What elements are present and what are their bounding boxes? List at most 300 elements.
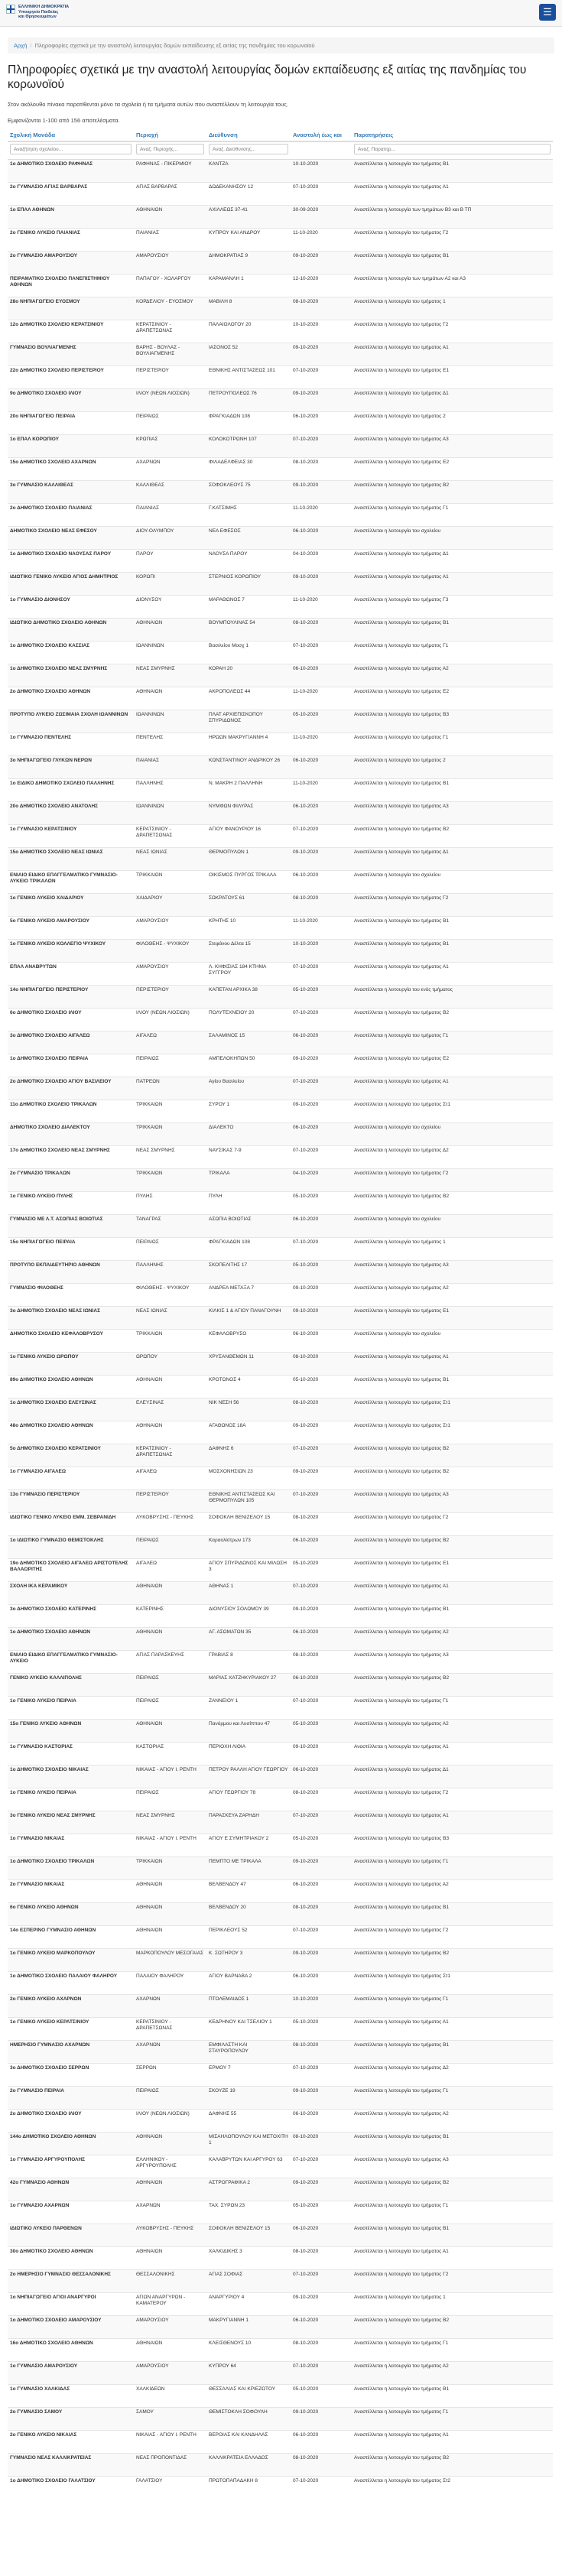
cell-school: 9ο ΔΗΜΟΤΙΚΟ ΣΧΟΛΕΙΟ ΙΛΙΟΥ (8, 389, 134, 412)
cell-school: ΓΕΝΙΚΟ ΛΥΚΕΙΟ ΚΑΛΛΙΠΟΛΗΣ (8, 1674, 134, 1697)
cell-remarks: Αναστέλλεται η λειτουργία του σχολείου (352, 1215, 553, 1238)
cell-suspension-date: 06-10-2020 (291, 2316, 352, 2339)
cell-area: ΤΡΙΚΚΑΙΩΝ (134, 871, 206, 894)
cell-suspension-date: 07-10-2020 (291, 2362, 352, 2385)
table-row (8, 160, 553, 183)
cell-remarks: Αναστέλλεται η λειτουργία του τμήματος Β1 (352, 940, 553, 963)
cell-remarks: Αναστέλλεται η λειτουργία του τμήματος Α1 (352, 1077, 553, 1100)
cell-remarks: Αναστέλλεται η λειτουργία του τμήματος Στ1 (352, 1421, 553, 1444)
cell-area: ΠΑΤΡΕΩΝ (134, 1077, 206, 1100)
cell-address: ΜΑΚΡΥΓΙΑΝΝΗ 1 (206, 2316, 291, 2339)
cell-suspension-date: 11-10-2020 (291, 596, 352, 619)
cell-area: ΚΑΤΕΡΙΝΗΣ (134, 1605, 206, 1628)
cell-school: 3ο ΔΗΜΟΤΙΚΟ ΣΧΟΛΕΙΟ ΣΕΡΡΩΝ (8, 2064, 134, 2087)
cell-school: ΠΡΟΤΥΠΟ ΕΚΠΑΙΔΕΥΤΗΡΙΟ ΑΘΗΝΩΝ (8, 1261, 134, 1284)
cell-suspension-date: 09-10-2020 (291, 1605, 352, 1628)
cell-area: ΚΑΣΤΟΡΙΑΣ (134, 1743, 206, 1766)
cell-remarks: Αναστέλλεται η λειτουργία του τμήματος Α3 (352, 802, 553, 825)
cell-remarks: Αναστέλλεται η λειτουργία του τμήματος Α3 (352, 1261, 553, 1284)
table-row (8, 779, 553, 802)
cell-suspension-date: 06-10-2020 (291, 2431, 352, 2454)
cell-address: ΘΕΜΙΣΤΟΚΛΗ ΣΟΦΟΥΛΗ (206, 2408, 291, 2431)
cell-address: ΚΙΛΚΙΣ 1 & ΑΓΙΟΥ ΠΑΝΑΓΟΥΝΗ (206, 1307, 291, 1330)
cell-suspension-date: 06-10-2020 (291, 1215, 352, 1238)
cell-suspension-date: 09-10-2020 (291, 2178, 352, 2201)
cell-address: ΚΑΠΕΤΑΝ ΑΡΧΙΚΑ 38 (206, 986, 291, 1009)
cell-suspension-date: 09-10-2020 (291, 1054, 352, 1077)
cell-address: ΒΕΛΒΕΝΔΟΥ 20 (206, 1903, 291, 1926)
table-row (8, 1743, 553, 1766)
table-row (8, 894, 553, 917)
cell-school: 1ο ΔΗΜΟΤΙΚΟ ΣΧΟΛΕΙΟ ΝΑΟΥΣΑΣ ΠΑΡΟΥ (8, 550, 134, 573)
cell-suspension-date: 08-10-2020 (291, 297, 352, 320)
cell-remarks: Αναστέλλεται η λειτουργία του τμήματος Β1 (352, 779, 553, 802)
cell-school: 3ο ΔΗΜΟΤΙΚΟ ΣΧΟΛΕΙΟ ΝΕΑΣ ΙΩΝΙΑΣ (8, 1307, 134, 1330)
menu-icon[interactable]: ☰ (539, 4, 556, 21)
cell-address: ΝΕΑ ΕΦΕΣΟΣ (206, 527, 291, 550)
school-filter-input[interactable] (10, 144, 132, 154)
table-row (8, 2224, 553, 2247)
cell-remarks: Αναστέλλεται η λειτουργία του τμήματος Β2 (352, 2178, 553, 2201)
cell-suspension-date: 07-10-2020 (291, 1444, 352, 1467)
cell-remarks: Αναστέλλεται η λειτουργία του τμήματος 1 (352, 2293, 553, 2316)
cell-address: Ν. ΜΑΚΡΗ 2 ΠΑΛΛΗΝΗ (206, 779, 291, 802)
cell-remarks: Αναστέλλεται η λειτουργία του τμήματος Δ1 (352, 550, 553, 573)
cell-suspension-date: 05-10-2020 (291, 1192, 352, 1215)
cell-area: ΚΑΛΛΙΘΕΑΣ (134, 481, 206, 504)
cell-remarks: Αναστέλλεται η λειτουργία του τμήματος Α2 (352, 1720, 553, 1743)
column-header-remarks[interactable]: Παρατηρήσεις (352, 128, 553, 141)
cell-school: 5ο ΔΗΜΟΤΙΚΟ ΣΧΟΛΕΙΟ ΚΕΡΑΤΣΙΝΙΟΥ (8, 1444, 134, 1467)
cell-school: 16ο ΔΗΜΟΤΙΚΟ ΣΧΟΛΕΙΟ ΑΘΗΝΩΝ (8, 2339, 134, 2362)
cell-school: 1ο ΓΕΝΙΚΟ ΛΥΚΕΙΟ ΜΑΡΚΟΠΟΥΛΟΥ (8, 1949, 134, 1972)
cell-school: 1ο ΓΕΝΙΚΟ ΛΥΚΕΙΟ ΠΥΛΗΣ (8, 1192, 134, 1215)
cell-address: ΚΥΠΡΟΥ 64 (206, 2362, 291, 2385)
cell-suspension-date: 11-10-2020 (291, 733, 352, 756)
cell-area: ΙΛΙΟΥ (ΝΕΩΝ ΛΙΟΣΙΩΝ) (134, 2110, 206, 2133)
cell-suspension-date: 05-10-2020 (291, 1376, 352, 1398)
cell-suspension-date: 07-10-2020 (291, 366, 352, 389)
cell-suspension-date: 10-10-2020 (291, 1995, 352, 2018)
cell-remarks: Αναστέλλεται η λειτουργία του σχολείου (352, 871, 553, 894)
cell-school: 1ο ΔΗΜΟΤΙΚΟ ΣΧΟΛΕΙΟ ΚΑΣΣΙΑΣ (8, 642, 134, 664)
cell-school: 1ο ΓΕΝΙΚΟ ΛΥΚΕΙΟ ΩΡΩΠΟΥ (8, 1353, 134, 1376)
cell-address: Βασιλείου Μοσχ 1 (206, 642, 291, 664)
cell-area: ΑΘΗΝΑΙΩΝ (134, 1903, 206, 1926)
cell-area: ΤΡΙΚΚΑΙΩΝ (134, 1169, 206, 1192)
cell-suspension-date: 06-10-2020 (291, 802, 352, 825)
cell-suspension-date: 08-10-2020 (291, 2454, 352, 2477)
cell-school: 1ο ΓΥΜΝΑΣΙΟ ΔΙΟΝΗΣΟΥ (8, 596, 134, 619)
table-row (8, 2431, 553, 2454)
table-row (8, 274, 553, 297)
cell-area: ΚΕΡΑΤΣΙΝΙΟΥ - ΔΡΑΠΕΤΣΩΝΑΣ (134, 1444, 206, 1467)
cell-suspension-date: 07-10-2020 (291, 2155, 352, 2178)
cell-suspension-date: 08-10-2020 (291, 1398, 352, 1421)
table-row (8, 1100, 553, 1123)
cell-address: ΑΓΙΟΥ ΦΑΝΟΥΡΙΟΥ 16 (206, 825, 291, 848)
cell-address: ΔΙΑΛΕΚΤΟ (206, 1123, 291, 1146)
cell-area: ΠΑΙΑΝΙΑΣ (134, 756, 206, 779)
table-row (8, 2178, 553, 2201)
cell-school: 1ο ΓΥΜΝΑΣΙΟ ΑΡΓΥΡΟΥΠΟΛΗΣ (8, 2155, 134, 2178)
cell-school: 1ο ΓΥΜΝΑΣΙΟ ΑΙΓΑΛΕΩ (8, 1467, 134, 1490)
cell-address: ΖΑΝΝΕΙΟΥ 1 (206, 1697, 291, 1720)
cell-school: 14ο ΕΣΠΕΡΙΝΟ ΓΥΜΝΑΣΙΟ ΑΘΗΝΩΝ (8, 1926, 134, 1949)
cell-area: ΘΕΣΣΑΛΟΝΙΚΗΣ (134, 2270, 206, 2293)
table-row (8, 1972, 553, 1995)
table-row (8, 1834, 553, 1857)
cell-school: 1ο ΓΥΜΝΑΣΙΟ ΧΑΛΚΙΔΑΣ (8, 2385, 134, 2408)
table-row (8, 2018, 553, 2041)
column-header-school[interactable]: Σχολική Μονάδα (8, 128, 134, 141)
cell-address: ΤΑΧ. ΣΥΡΩΝ 23 (206, 2201, 291, 2224)
cell-suspension-date: 09-10-2020 (291, 1307, 352, 1330)
cell-suspension-date: 09-10-2020 (291, 2408, 352, 2431)
cell-suspension-date: 07-10-2020 (291, 2064, 352, 2087)
cell-address: ΝΙΚ ΝΕΣΗ 56 (206, 1398, 291, 1421)
cell-remarks: Αναστέλλεται η λειτουργία του τμήματος Α1 (352, 1743, 553, 1766)
cell-area: ΑΧΑΡΝΩΝ (134, 2201, 206, 2224)
cell-remarks: Αναστέλλεται η λειτουργία του τμήματος Γ2 (352, 1513, 553, 1536)
breadcrumb (8, 37, 554, 54)
cell-area: ΑΜΑΡΟΥΣΙΟΥ (134, 963, 206, 986)
cell-area: ΝΕΑΣ ΣΜΥΡΝΗΣ (134, 1146, 206, 1169)
cell-school: ΗΜΕΡΗΣΙΟ ΓΥΜΝΑΣΙΟ ΑΧΑΡΝΩΝ (8, 2041, 134, 2064)
ministry-logo[interactable] (6, 5, 69, 20)
cell-area: ΑΘΗΝΑΙΩΝ (134, 1926, 206, 1949)
cell-remarks: Αναστέλλεται η λειτουργία του τμήματος Γ1 (352, 2408, 553, 2431)
cell-address: ΦΙΛΑΔΕΛΦΕΙΑΣ 30 (206, 458, 291, 481)
address-filter-input[interactable] (209, 144, 288, 154)
cell-remarks: Αναστέλλεται η λειτουργία του τμήματος Στ1 (352, 1100, 553, 1123)
cell-school: ΙΔΙΩΤΙΚΟ ΔΗΜΟΤΙΚΟ ΣΧΟΛΕΙΟ ΑΘΗΝΩΝ (8, 619, 134, 642)
cell-area: ΣΕΡΡΩΝ (134, 2064, 206, 2087)
cell-address: ΚΟΛΟΚΟΤΡΩΝΗ 107 (206, 435, 291, 458)
breadcrumb-home-link[interactable]: Αρχή (14, 42, 28, 49)
cell-school: 48ο ΔΗΜΟΤΙΚΟ ΣΧΟΛΕΙΟ ΑΘΗΝΩΝ (8, 1421, 134, 1444)
table-row (8, 1192, 553, 1215)
cell-area: ΤΡΙΚΚΑΙΩΝ (134, 1857, 206, 1880)
cell-area: ΑΙΓΑΛΕΩ (134, 1031, 206, 1054)
cell-suspension-date: 10-10-2020 (291, 160, 352, 183)
cell-remarks: Αναστέλλεται η λειτουργία του τμήματος Γ1 (352, 504, 553, 527)
table-row (8, 1674, 553, 1697)
cell-school: ΕΠΑΛ ΑΝΑΒΡΥΤΩΝ (8, 963, 134, 986)
cell-suspension-date: 09-10-2020 (291, 481, 352, 504)
cell-remarks: Αναστέλλεται η λειτουργία του τμήματος Α2 (352, 1284, 553, 1307)
cell-suspension-date: 08-10-2020 (291, 2041, 352, 2064)
cell-address: ΒΕΡΟΙΑΣ ΚΑΙ ΚΑΝΔΗΛΑΣ (206, 2431, 291, 2454)
cell-suspension-date: 12-10-2020 (291, 274, 352, 297)
cell-school: 1ο ΔΗΜΟΤΙΚΟ ΣΧΟΛΕΙΟ ΑΘΗΝΩΝ (8, 1628, 134, 1651)
table-row (8, 1215, 553, 1238)
cell-remarks: Αναστέλλεται η λειτουργία του σχολείου (352, 1123, 553, 1146)
cell-school: 17ο ΔΗΜΟΤΙΚΟ ΣΧΟΛΕΙΟ ΝΕΑΣ ΣΜΥΡΝΗΣ (8, 1146, 134, 1169)
cell-remarks: Αναστέλλεται η λειτουργία του τμήματος Γ1 (352, 733, 553, 756)
cell-area: ΩΡΩΠΟΥ (134, 1353, 206, 1376)
cell-suspension-date: 09-10-2020 (291, 1949, 352, 1972)
cell-address: ΑΣΩΠΙΑ ΒΟΙΩΤΙΑΣ (206, 1215, 291, 1238)
cell-area: ΠΑΙΑΝΙΑΣ (134, 229, 206, 252)
cell-suspension-date: 07-10-2020 (291, 2477, 352, 2500)
cell-area: ΝΕΑΣ ΣΜΥΡΝΗΣ (134, 664, 206, 687)
cell-area: ΦΙΛΟΘΕΗΣ - ΨΥΧΙΚΟΥ (134, 940, 206, 963)
cell-area: ΧΑΙΔΑΡΙΟΥ (134, 894, 206, 917)
table-row (8, 1421, 553, 1444)
table-row (8, 297, 553, 320)
cell-suspension-date: 06-10-2020 (291, 1674, 352, 1697)
cell-remarks: Αναστέλλεται η λειτουργία του τμήματος Β2 (352, 481, 553, 504)
table-row (8, 1330, 553, 1353)
cell-remarks: Αναστέλλεται η λειτουργία του τμήματος Β1 (352, 619, 553, 642)
cell-address: ΙΑΣΟΝΟΣ 52 (206, 343, 291, 366)
cell-remarks: Αναστέλλεται η λειτουργία του τμήματος Β1 (352, 1605, 553, 1628)
cell-remarks: Αναστέλλεται η λειτουργία του τμήματος Β2 (352, 2316, 553, 2339)
cell-address: ΔΑΦΝΗΣ 6 (206, 1444, 291, 1467)
cell-address: ΝΑΥΣΙΚΑΣ 7-9 (206, 1146, 291, 1169)
cell-remarks: Αναστέλλεται η λειτουργία του τμήματος Γ1 (352, 2339, 553, 2362)
cell-remarks: Αναστέλλεται η λειτουργία του τμήματος Α1 (352, 183, 553, 206)
table-body (8, 160, 553, 2500)
cell-address: ΧΡΥΣΑΝΘΕΜΩΝ 11 (206, 1353, 291, 1376)
cell-remarks: Αναστέλλεται η λειτουργία του τμήματος Α2 (352, 664, 553, 687)
table-row (8, 687, 553, 710)
table-row (8, 1467, 553, 1490)
table-row (8, 1077, 553, 1100)
cell-address: ΚΑΛΛΙΚΡΑΤΕΙΑ ΕΛΛΑΔΟΣ (206, 2454, 291, 2477)
cell-area: ΑΓΙΩΝ ΑΝΑΡΓΥΡΩΝ - ΚΑΜΑΤΕΡΟΥ (134, 2293, 206, 2316)
table-row (8, 1949, 553, 1972)
cell-remarks: Αναστέλλεται η λειτουργία του τμήματος Ε2 (352, 458, 553, 481)
cell-address: ΑΓΙΟΥ ΣΠΥΡΙΔΩΝΟΣ ΚΑΙ ΜΙΛΩΣΗ 3 (206, 1559, 291, 1582)
cell-remarks: Αναστέλλεται η λειτουργία του τμήματος Α1 (352, 2431, 553, 2454)
cell-area: ΑΘΗΝΑΙΩΝ (134, 2339, 206, 2362)
cell-area: ΑΘΗΝΑΙΩΝ (134, 1376, 206, 1398)
cell-school: 1ο ΔΗΜΟΤΙΚΟ ΣΧΟΛΕΙΟ ΤΡΙΚΑΛΩΝ (8, 1857, 134, 1880)
cell-address: ΚΑΡΑΜΑΝΛΗ 1 (206, 274, 291, 297)
table-row (8, 1857, 553, 1880)
cell-address: ΑΓΙΟΥ ΓΕΩΡΓΙΟΥ 78 (206, 1788, 291, 1811)
table-row (8, 1284, 553, 1307)
cell-school: 1ο ΓΥΜΝΑΣΙΟ ΚΑΣΤΟΡΙΑΣ (8, 1743, 134, 1766)
table-row (8, 1169, 553, 1192)
table-row (8, 366, 553, 389)
cell-address: ΘΕΡΜΟΠΥΛΩΝ 1 (206, 848, 291, 871)
cell-area: ΙΩΑΝΝΙΝΩΝ (134, 802, 206, 825)
cell-area: ΦΙΛΟΘΕΗΣ - ΨΥΧΙΚΟΥ (134, 1284, 206, 1307)
cell-remarks: Αναστέλλεται η λειτουργία του τμήματος Β1 (352, 917, 553, 940)
cell-address: ΝΑΟΥΣΑ ΠΑΡΟΥ (206, 550, 291, 573)
table-row (8, 252, 553, 274)
cell-area: ΑΘΗΝΑΙΩΝ (134, 1880, 206, 1903)
cell-school: ΕΝΙΑΙΟ ΕΙΔΙΚΟ ΕΠΑΓΓΕΛΜΑΤΙΚΟ ΓΥΜΝΑΣΙΟ-ΛΥΚΕΙΟ ΤΡΙΚΑΛΩΝ (8, 871, 134, 894)
cell-suspension-date: 07-10-2020 (291, 435, 352, 458)
table-row (8, 1605, 553, 1628)
table-filter-row (8, 141, 553, 160)
cell-address: ΝΥΜΦΩΝ ΦΙΛΥΡΑΣ (206, 802, 291, 825)
cell-address: ΑΝΔΡΕΑ ΜΕΤΑΞΑ 7 (206, 1284, 291, 1307)
column-header-address[interactable]: Διεύθυνση (206, 128, 291, 141)
cell-area: ΤΑΝΑΓΡΑΣ (134, 1215, 206, 1238)
table-row (8, 986, 553, 1009)
cell-suspension-date: 07-10-2020 (291, 825, 352, 848)
table-row (8, 2041, 553, 2064)
table-row (8, 229, 553, 252)
cell-suspension-date: 09-10-2020 (291, 389, 352, 412)
cell-suspension-date: 08-10-2020 (291, 1651, 352, 1674)
table-row (8, 1559, 553, 1582)
table-row (8, 343, 553, 366)
cell-area: ΠΕΙΡΑΙΩΣ (134, 1674, 206, 1697)
cell-suspension-date: 09-10-2020 (291, 573, 352, 596)
cell-area: ΠΑΙΑΝΙΑΣ (134, 504, 206, 527)
cell-suspension-date: 09-10-2020 (291, 1284, 352, 1307)
cell-suspension-date: 06-10-2020 (291, 1536, 352, 1559)
cell-remarks: Αναστέλλεται η λειτουργία του τμήματος Δ2 (352, 2064, 553, 2087)
cell-remarks: Αναστέλλεται η λειτουργία του τμήματος Β2 (352, 1192, 553, 1215)
cell-address: ΑΓΙΟΥ ΒΑΡΝΑΒΑ 2 (206, 1972, 291, 1995)
table-row (8, 1536, 553, 1559)
column-header-suspension-date[interactable]: Αναστολή έως και (291, 128, 352, 141)
cell-address: ΑΣΤΡΟΓΡΑΦΙΚΑ 2 (206, 2178, 291, 2201)
table-row (8, 1261, 553, 1284)
cell-area: ΜΑΡΚΟΠΟΥΛΟΥ ΜΕΣΟΓΑΙΑΣ (134, 1949, 206, 1972)
cell-remarks: Αναστέλλεται η λειτουργία του τμήματος Ε1 (352, 366, 553, 389)
table-row (8, 481, 553, 504)
cell-area: ΑΘΗΝΑΙΩΝ (134, 2133, 206, 2155)
logo-line: και Θρησκευμάτων (18, 15, 57, 19)
cell-suspension-date: 05-10-2020 (291, 986, 352, 1009)
cell-remarks: Αναστέλλεται η λειτουργία του τμήματος Β1 (352, 1903, 553, 1926)
cell-address: ΗΡΩΩΝ ΜΑΚΡΥΓΙΑΝΝΗ 4 (206, 733, 291, 756)
cell-remarks: Αναστέλλεται η λειτουργία του τμήματος Γ1 (352, 1031, 553, 1054)
cell-address: ΠΕΡΙΚΛΕΟΥΣ 52 (206, 1926, 291, 1949)
cell-area: ΕΛΕΥΣΙΝΑΣ (134, 1398, 206, 1421)
table-row (8, 1926, 553, 1949)
cell-address: ΜΑΡΑΘΩΝΟΣ 7 (206, 596, 291, 619)
cell-suspension-date: 04-10-2020 (291, 1169, 352, 1192)
cell-school: ΙΔΙΩΤΙΚΟ ΛΥΚΕΙΟ ΠΑΡΘΕΝΩΝ (8, 2224, 134, 2247)
column-header-area[interactable]: Περιοχή (134, 128, 206, 141)
cell-address: ΓΡΑΒΙΑΣ 8 (206, 1651, 291, 1674)
cell-suspension-date: 08-10-2020 (291, 1513, 352, 1536)
cell-remarks: Αναστέλλεται η λειτουργία του τμήματος Β1 (352, 160, 553, 183)
cell-address: ΠΥΛΗ (206, 1192, 291, 1215)
cell-address: ΒΟΥΜΠΟΥΛΙΝΑΣ 54 (206, 619, 291, 642)
cell-school: 1ο ΔΗΜΟΤΙΚΟ ΣΧΟΛΕΙΟ ΠΑΛΑΙΟΥ ΦΑΛΗΡΟΥ (8, 1972, 134, 1995)
cell-area: ΔΙΟΝΥΣΟΥ (134, 596, 206, 619)
cell-school: ΓΥΜΝΑΣΙΟ ΝΕΑΣ ΚΑΛΛΙΚΡΑΤΕΙΑΣ (8, 2454, 134, 2477)
cell-address: ΕΜΦΙΛΑΣΤΗ ΚΑΙ ΣΤΑΥΡΟΠΟΥΛΟΥ (206, 2041, 291, 2064)
cell-school: 1ο ΔΗΜΟΤΙΚΟ ΣΧΟΛΕΙΟ ΝΕΑΣ ΣΜΥΡΝΗΣ (8, 664, 134, 687)
cell-remarks: Αναστέλλεται η λειτουργία του τμήματος Ε2 (352, 687, 553, 710)
cell-remarks: Αναστέλλεται η λειτουργία του τμήματος Β2 (352, 2454, 553, 2477)
cell-address: ΠΕΡΙΟΧΗ ΛΙΘΙΑ (206, 1743, 291, 1766)
cell-address: ΠΕΜΠΤΟ ΜΕ ΤΡΙΚΑΛΑ (206, 1857, 291, 1880)
cell-address: ΜΙΣΑΗΛΟΠΟΥΛΟΥ ΚΑΙ ΜΕΤΟΧΙΤΗ 1 (206, 2133, 291, 2155)
cell-area: ΛΥΚΟΒΡΥΣΗΣ - ΠΕΥΚΗΣ (134, 1513, 206, 1536)
cell-remarks: Αναστέλλεται η λειτουργία του ενός τμήματος (352, 986, 553, 1009)
cell-remarks: Αναστέλλεται η λειτουργία του τμήματος Β1 (352, 2041, 553, 2064)
table-row (8, 664, 553, 687)
cell-area: ΛΥΚΟΒΡΥΣΗΣ - ΠΕΥΚΗΣ (134, 2224, 206, 2247)
site-header (0, 0, 562, 27)
cell-suspension-date: 05-10-2020 (291, 2201, 352, 2224)
cell-address: ΚΑΝΤΖΑ (206, 160, 291, 183)
cell-suspension-date: 04-10-2020 (291, 550, 352, 573)
cell-remarks: Αναστέλλεται η λειτουργία του τμήματος Α3 (352, 1651, 553, 1674)
cell-suspension-date: 06-10-2020 (291, 412, 352, 435)
cell-school: 1ο ΕΠΑΛ ΚΟΡΩΠΙΟΥ (8, 435, 134, 458)
cell-address: ΠΛΑΤ ΑΡΧΙΕΠΙΣΚΟΠΟΥ ΣΠΥΡΙΔΩΝΟΣ (206, 710, 291, 733)
cell-school: ΓΥΜΝΑΣΙΟ ΦΙΛΟΘΕΗΣ (8, 1284, 134, 1307)
cell-remarks: Αναστέλλεται η λειτουργία του τμήματος Γ2 (352, 894, 553, 917)
cell-school: 1ο ΔΗΜΟΤΙΚΟ ΣΧΟΛΕΙΟ ΝΙΚΑΙΑΣ (8, 1766, 134, 1788)
cell-school: 1ο ΕΙΔΙΚΟ ΔΗΜΟΤΙΚΟ ΣΧΟΛΕΙΟ ΠΑΛΛΗΝΗΣ (8, 779, 134, 802)
cell-remarks: Αναστέλλεται η λειτουργία του τμήματος Β3 (352, 1834, 553, 1857)
table-row (8, 1031, 553, 1054)
cell-remarks: Αναστέλλεται η λειτουργία του τμήματος Α3 (352, 2155, 553, 2178)
table-row (8, 825, 553, 848)
cell-school: ΙΔΙΩΤΙΚΟ ΓΕΝΙΚΟ ΛΥΚΕΙΟ ΑΓΙΟΣ ΔΗΜΗΤΡΙΟΣ (8, 573, 134, 596)
table-row (8, 412, 553, 435)
cell-school: 1ο ΓΕΝΙΚΟ ΛΥΚΕΙΟ ΠΕΙΡΑΙΑ (8, 1788, 134, 1811)
cell-remarks: Αναστέλλεται η λειτουργία του τμήματος Β1 (352, 2385, 553, 2408)
cell-remarks: Αναστέλλεται η λειτουργία του τμήματος Α3 (352, 435, 553, 458)
cell-address: ΣΩΚΡΑΤΟΥΣ 61 (206, 894, 291, 917)
cell-address: Καραολίστρων 173 (206, 1536, 291, 1559)
cell-suspension-date: 08-10-2020 (291, 458, 352, 481)
cell-address: ΣΥΡΟΥ 1 (206, 1100, 291, 1123)
table-row (8, 1788, 553, 1811)
cell-remarks: Αναστέλλεται η λειτουργία του τμήματος Α2 (352, 1628, 553, 1651)
cell-school: 2ο ΓΥΜΝΑΣΙΟ ΑΜΑΡΟΥΣΙΟΥ (8, 252, 134, 274)
cell-remarks: Αναστέλλεται η λειτουργία του τμήματος Ε2 (352, 1054, 553, 1077)
table-row (8, 1513, 553, 1536)
area-filter-input[interactable] (136, 144, 204, 154)
cell-suspension-date: 07-10-2020 (291, 1146, 352, 1169)
cell-remarks: Αναστέλλεται η λειτουργία του τμήματος Γ2 (352, 1926, 553, 1949)
table-row (8, 1146, 553, 1169)
cell-suspension-date: 07-10-2020 (291, 1009, 352, 1031)
cell-school: 2ο ΔΗΜΟΤΙΚΟ ΣΧΟΛΕΙΟ ΑΘΗΝΩΝ (8, 687, 134, 710)
table-row (8, 1123, 553, 1146)
table-row (8, 619, 553, 642)
cell-school: 3ο ΓΥΜΝΑΣΙΟ ΚΑΛΛΙΘΕΑΣ (8, 481, 134, 504)
cell-remarks: Αναστέλλεται η λειτουργία του τμήματος Στ1 (352, 1398, 553, 1421)
ministry-name (18, 5, 69, 20)
cell-address: Κ. ΣΩΤΗΡΟΥ 3 (206, 1949, 291, 1972)
breadcrumb-separator: / (30, 42, 32, 49)
table-row (8, 596, 553, 619)
cell-suspension-date: 08-10-2020 (291, 894, 352, 917)
cell-address: ΚΟΡΑΗ 20 (206, 664, 291, 687)
table-row (8, 1582, 553, 1605)
remarks-filter-input[interactable] (354, 144, 551, 154)
cell-remarks: Αναστέλλεται η λειτουργία του τμήματος Γ1 (352, 1995, 553, 2018)
cell-address: ΔΙΟΝΥΣΙΟΥ ΣΟΛΩΜΟΥ 39 (206, 1605, 291, 1628)
table-row (8, 2133, 553, 2155)
cell-area: ΑΘΗΝΑΙΩΝ (134, 687, 206, 710)
cell-school: 2ο ΗΜΕΡΗΣΙΟ ΓΥΜΝΑΣΙΟ ΘΕΣΣΑΛΟΝΙΚΗΣ (8, 2270, 134, 2293)
cell-suspension-date: 08-10-2020 (291, 1788, 352, 1811)
cell-school: 1ο ΓΥΜΝΑΣΙΟ ΑΜΑΡΟΥΣΙΟΥ (8, 2362, 134, 2385)
cell-area: ΑΙΓΑΛΕΩ (134, 1559, 206, 1582)
cell-remarks: Αναστέλλεται η λειτουργία του τμήματος Β3 (352, 710, 553, 733)
cell-address: ΑΧΙΛΛΕΩΣ 37-41 (206, 206, 291, 229)
cell-school: 2ο ΔΗΜΟΤΙΚΟ ΣΧΟΛΕΙΟ ΙΛΙΟΥ (8, 2110, 134, 2133)
